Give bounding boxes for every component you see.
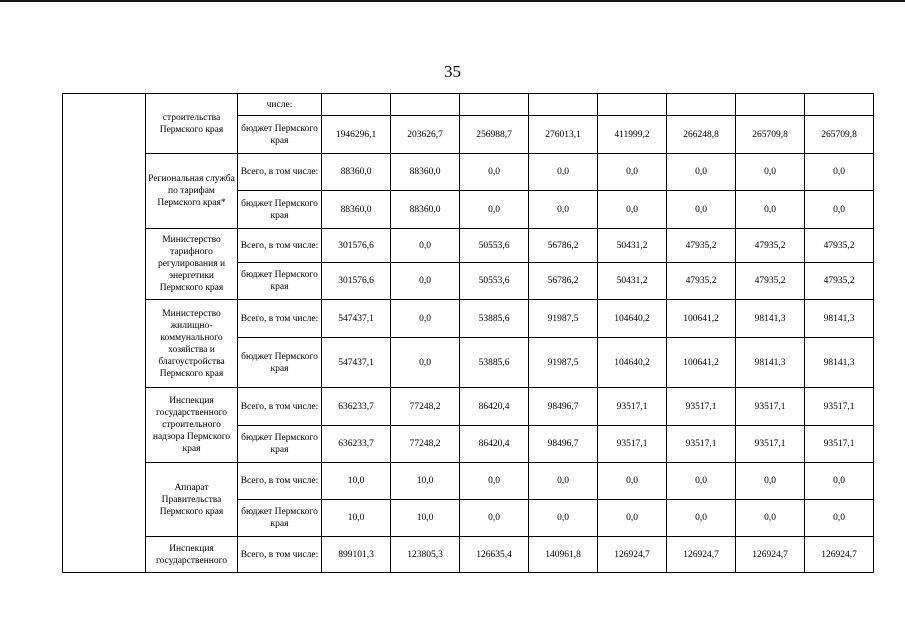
table-row-empty-cell [460,94,529,116]
table-row-value: 86420,4 [460,388,529,426]
table-row-value: 50431,2 [598,229,667,263]
table-row-value: 0,0 [460,500,529,537]
table-row-value: 0,0 [667,154,736,191]
table-row-value: 77248,2 [391,426,460,463]
table-row [63,300,874,338]
table-row-value: 47935,2 [667,229,736,263]
table-row-value: 50553,6 [460,229,529,263]
table-row-value: 0,0 [391,263,460,300]
org-name: Министерство жилищно-коммунального хозяйства и благоустройства Пермского края [146,300,238,388]
table-row-value: 93517,1 [667,426,736,463]
table-row-value: 0,0 [391,229,460,263]
row-label: Всего, в том числе: [238,537,322,573]
table-row-value: 265709,8 [736,116,805,154]
row-label: Всего, в том числе: [238,229,322,263]
table-row-value: 899101,3 [322,537,391,573]
row-label: бюджет Пермского края [238,338,322,388]
table-row-value: 91987,5 [529,300,598,338]
table-row-value: 47935,2 [667,263,736,300]
org-name: строительства Пермского края [146,94,238,154]
org-name: Аппарат Правительства Пермского края [146,463,238,537]
table-row-value: 126924,7 [667,537,736,573]
table-row [63,537,874,573]
table-row-value: 123805,3 [391,537,460,573]
table-row-value: 93517,1 [598,388,667,426]
table-row-value: 50431,2 [598,263,667,300]
table-row-empty-cell [805,94,874,116]
org-name: Инспекция государственного [146,537,238,573]
row-label: Всего, в том числе: [238,300,322,338]
table-row-empty-cell [529,94,598,116]
row-label: бюджет Пермского края [238,116,322,154]
table-row-value: 0,0 [736,500,805,537]
top-rule [0,0,905,2]
table-row-empty-cell [598,94,667,116]
table-row-value: 0,0 [667,191,736,229]
table-row-value: 256988,7 [460,116,529,154]
table-row-value: 98496,7 [529,426,598,463]
table-row-value: 53885,6 [460,338,529,388]
table-row-empty-cell [322,94,391,116]
table-row-value: 0,0 [529,463,598,500]
table-row-value: 265709,8 [805,116,874,154]
table-row-value: 0,0 [736,154,805,191]
table-row-value: 0,0 [391,338,460,388]
table-row-value: 1946296,1 [322,116,391,154]
table-row-value: 50553,6 [460,263,529,300]
table-row-value: 126924,7 [598,537,667,573]
table-row-value: 203626,7 [391,116,460,154]
table-row-value: 0,0 [598,500,667,537]
row-label: Всего, в том числе: [238,463,322,500]
table-row-value: 53885,6 [460,300,529,338]
table-row-value: 0,0 [598,154,667,191]
table-row [63,94,874,116]
table-row-value: 100641,2 [667,338,736,388]
table-row-value: 0,0 [805,191,874,229]
table-row-value: 56786,2 [529,229,598,263]
table-row [63,154,874,191]
row-label: бюджет Пермского края [238,263,322,300]
table-row-value: 98496,7 [529,388,598,426]
table-row-value: 10,0 [391,463,460,500]
table-row-value: 88360,0 [322,154,391,191]
table-row-value: 0,0 [391,300,460,338]
table-row-value: 0,0 [736,463,805,500]
table-row-value: 126924,7 [736,537,805,573]
table-row [63,229,874,263]
table-row-value: 47935,2 [736,229,805,263]
table-row-value: 0,0 [598,463,667,500]
table-row-value: 47935,2 [805,229,874,263]
table-row-value: 98141,3 [736,338,805,388]
table-row-value: 547437,1 [322,300,391,338]
table-row-value: 93517,1 [598,426,667,463]
budget-table [62,93,874,573]
table-row-value: 100641,2 [667,300,736,338]
table-row-value: 88360,0 [391,154,460,191]
table-row-value: 88360,0 [391,191,460,229]
org-name: Министерство тарифного регулирования и энергетики Пермского края [146,229,238,300]
table-row-value: 93517,1 [805,426,874,463]
table-row-value: 93517,1 [667,388,736,426]
table-row-value: 547437,1 [322,338,391,388]
table-row-value: 98141,3 [805,300,874,338]
table-row-value: 140961,8 [529,537,598,573]
table-row-value: 98141,3 [736,300,805,338]
table-row-value: 104640,2 [598,300,667,338]
table-row-value: 104640,2 [598,338,667,388]
table-row-value: 0,0 [529,500,598,537]
table-row-value: 0,0 [529,154,598,191]
table-row-value: 0,0 [529,191,598,229]
table-body [63,94,874,573]
table-row-value: 0,0 [667,500,736,537]
table-row-empty-cell [391,94,460,116]
table-row-value: 0,0 [460,191,529,229]
table-row-value: 91987,5 [529,338,598,388]
blank-column-cell [63,94,146,573]
table-row-value: 126635,4 [460,537,529,573]
table-row-value: 98141,3 [805,338,874,388]
org-name: Инспекция государственного строительного надзора Пермского края [146,388,238,463]
table-row-value: 93517,1 [805,388,874,426]
table-row-value: 0,0 [598,191,667,229]
table-row-value: 301576,6 [322,263,391,300]
row-label: Всего, в том числе: [238,154,322,191]
table-row-value: 0,0 [805,463,874,500]
table-row-value: 0,0 [805,154,874,191]
table-row [63,463,874,500]
row-label: бюджет Пермского края [238,500,322,537]
table-row [63,388,874,426]
table-row-value: 88360,0 [322,191,391,229]
table-row-value: 0,0 [736,191,805,229]
row-label: Всего, в том числе: [238,388,322,426]
table-row-value: 86420,4 [460,426,529,463]
table-row-value: 126924,7 [805,537,874,573]
table-row-empty-cell [736,94,805,116]
table-row-value: 0,0 [667,463,736,500]
table-row-value: 93517,1 [736,426,805,463]
table-row-value: 47935,2 [736,263,805,300]
table-row-value: 0,0 [460,154,529,191]
table-row-value: 10,0 [391,500,460,537]
org-name: Региональная служба по тарифам Пермского края* [146,154,238,229]
table-row-value: 0,0 [805,500,874,537]
table-row-value: 636233,7 [322,388,391,426]
table-row-value: 411999,2 [598,116,667,154]
table-row-value: 266248,8 [667,116,736,154]
table-row-value: 56786,2 [529,263,598,300]
table-row-value: 276013,1 [529,116,598,154]
table-row-value: 0,0 [460,463,529,500]
table-row-value: 301576,6 [322,229,391,263]
row-label: бюджет Пермского края [238,426,322,463]
table-row-value: 77248,2 [391,388,460,426]
row-label: бюджет Пермского края [238,191,322,229]
table-row-value: 10,0 [322,463,391,500]
table-row-value: 47935,2 [805,263,874,300]
row-label: числе: [238,94,322,116]
table-row-value: 93517,1 [736,388,805,426]
table-row-value: 10,0 [322,500,391,537]
table-row-value: 636233,7 [322,426,391,463]
table-row-empty-cell [667,94,736,116]
page-number: 35 [444,62,461,81]
